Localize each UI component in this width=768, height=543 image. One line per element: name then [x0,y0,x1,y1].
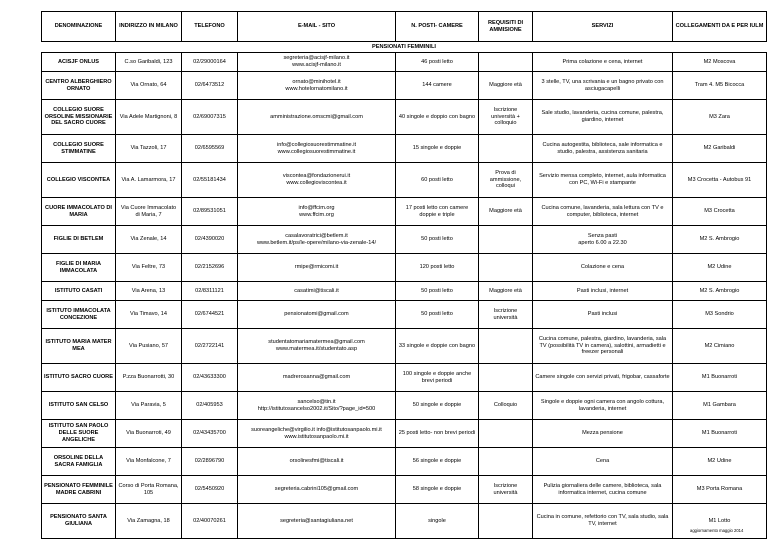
table-row [42,163,767,198]
cell-servizi: Pulizia giornaliera delle camere, biblioteca, sala informatica internet, cucina comune [533,476,673,504]
cell-posti: 56 singole e doppie [396,448,479,476]
cell-servizi: 3 stelle, TV, una scrivania e un bagno privato con asciugacapelli [533,72,673,100]
table-row [42,135,767,163]
cell-address: Via A. Lamarmora, 17 [116,163,182,198]
cell-email: ornato@minihotel.it www.hotelornatomilano.it [238,72,396,100]
cell-requisiti: Maggiore età [479,198,533,226]
cell-posti: singole [396,504,479,539]
cell-servizi: Cucina comune, lavanderia, sala lettura con TV e computer, biblioteca, internet [533,198,673,226]
spreadsheet [41,11,766,539]
cell-name: ORSOLINE DELLA SACRA FAMIGLIA [42,448,116,476]
cell-servizi: Pasti inclusi, internet [533,282,673,301]
cell-collegamenti: M3 Porta Romana [673,476,767,504]
cell-email: amministrazione.omscmi@gmail.com [238,100,396,135]
cell-servizi: Servizio mensa completo, internet, aula informatica con PC, Wi-Fi e stampante [533,163,673,198]
cell-address: Via Buonarroti, 49 [116,420,182,448]
cell-collegamenti: M1 Buonarroti [673,420,767,448]
table-row [42,226,767,254]
cell-phone: 02/6473512 [182,72,238,100]
table-row [42,198,767,226]
table-row [42,504,767,539]
cell-name: ISTITUTO IMMACOLATA CONCEZIONE [42,301,116,329]
cell-name: COLLEGIO SUORE STIMMATINE [42,135,116,163]
header-posti: N. POSTI- CAMERE [396,12,479,42]
cell-collegamenti: M2 S. Ambrogio [673,226,767,254]
pensionati-table [41,11,767,539]
cell-email: sancelso@tin.it http://istitutosancelso2002.it/Sito/?page_id=500 [238,392,396,420]
cell-servizi: Pasti inclusi [533,301,673,329]
cell-posti: 15 singole e doppie [396,135,479,163]
table-row [42,420,767,448]
cell-servizi: Singole e doppie ogni camera con angolo cottura, lavanderia, internet [533,392,673,420]
cell-email: studentatomariamatermea@gmail.com www.matermea.it/studentato.asp [238,329,396,364]
cell-collegamenti: M3 Zara [673,100,767,135]
cell-requisiti [479,504,533,539]
cell-servizi: Cucina comune, palestra, giardino, lavanderia, sala TV (possibilità TV in camera), salottini, armadietti e freezer personali [533,329,673,364]
cell-address: Corso di Porta Romana, 105 [116,476,182,504]
cell-phone: 02/43633300 [182,364,238,392]
cell-requisiti: Prova di ammissione, colloqui [479,163,533,198]
header-denominazione: DENOMINAZIONE [42,12,116,42]
cell-name: ISTITUTO SAN PAOLO DELLE SUORE ANGELICHE [42,420,116,448]
cell-name: ISTITUTO SAN CELSO [42,392,116,420]
table-row [42,392,767,420]
cell-address: P.zza Buonarrotti, 30 [116,364,182,392]
cell-phone: 02/89531051 [182,198,238,226]
cell-address: Via Feltre, 73 [116,254,182,282]
cell-address: C.so Garibaldi, 123 [116,53,182,72]
cell-requisiti [479,420,533,448]
cell-phone: 02/29000164 [182,53,238,72]
cell-phone: 02/6744521 [182,301,238,329]
cell-collegamenti: M3 Sondrio [673,301,767,329]
cell-requisiti [479,448,533,476]
cell-posti: 50 posti letto [396,301,479,329]
table-row [42,476,767,504]
cell-address: Via Monfalcone, 7 [116,448,182,476]
cell-name: FIGLIE DI BETLEM [42,226,116,254]
cell-name: CUORE IMMACOLATO DI MARIA [42,198,116,226]
cell-posti: 50 posti letto [396,226,479,254]
cell-requisiti [479,226,533,254]
cell-servizi: Cucina in comune, refettorio con TV, sala studio, sala TV, internet [533,504,673,539]
cell-name: COLLEGIO VISCONTEA [42,163,116,198]
section-title: PENSIONATI FEMMINILI [42,42,767,53]
cell-email: casalavoratrici@betlem.it www.betlem.it/ps/le-opere/milano-via-zenale-14/ [238,226,396,254]
cell-requisiti: Iscrizione università [479,301,533,329]
cell-email: segreteria@acisjf-milano.it www.acisjf-milano.it [238,53,396,72]
cell-collegamenti: M3 Crocetta [673,198,767,226]
table-row [42,301,767,329]
header-servizi: SERVIZI [533,12,673,42]
cell-address: Via Arena, 13 [116,282,182,301]
cell-phone: 02/2722141 [182,329,238,364]
cell-name: ACISJF ONLUS [42,53,116,72]
cell-phone: 02/2896790 [182,448,238,476]
header-requisiti: REQUISITI DI AMMISIONE [479,12,533,42]
cell-address: Via Zamagna, 18 [116,504,182,539]
cell-collegamenti: M2 Udine [673,448,767,476]
table-row [42,72,767,100]
cell-requisiti [479,53,533,72]
cell-requisiti: Maggiore età [479,72,533,100]
cell-phone: 02/40070261 [182,504,238,539]
cell-requisiti [479,329,533,364]
cell-email: viscontea@fondazionerui.it www.collegioviscontea.it [238,163,396,198]
cell-name: COLLEGIO SUORE ORSOLINE MISSIONARIE DEL SACRO CUORE [42,100,116,135]
table-row [42,100,767,135]
header-collegamenti: COLLEGAMENTI DA E PER IULM [673,12,767,42]
cell-email: segreteria.cabrini105@gmail.com [238,476,396,504]
cell-name: CENTRO ALBERGHIERO ORNATO [42,72,116,100]
cell-posti: 58 singole e doppie [396,476,479,504]
cell-address: Via Paravia, 5 [116,392,182,420]
cell-collegamenti: M1 Gambara [673,392,767,420]
cell-servizi: Colazione e cena [533,254,673,282]
section-row [42,42,767,53]
cell-phone: 02/55181434 [182,163,238,198]
cell-email: rmipe@rmicomi.it [238,254,396,282]
cell-servizi: Senza pasti aperto 6.00 a 22.30 [533,226,673,254]
cell-collegamenti: M2 Udine [673,254,767,282]
cell-address: Via Timavo, 14 [116,301,182,329]
cell-name: PENSIONATO SANTA GIULIANA [42,504,116,539]
cell-posti: 120 posti letto [396,254,479,282]
table-row [42,364,767,392]
cell-email: orsolinesfmi@tiscali.it [238,448,396,476]
table-row [42,329,767,364]
cell-phone: 02/2152696 [182,254,238,282]
cell-phone: 02/8311121 [182,282,238,301]
cell-email: segreteria@santagiuliana.net [238,504,396,539]
cell-posti: 17 posti letto con camere doppie e triple [396,198,479,226]
table-row [42,448,767,476]
cell-collegamenti: M3 Crocetta - Autobus 91 [673,163,767,198]
cell-address: Via Zenale, 14 [116,226,182,254]
cell-phone: 02/5450920 [182,476,238,504]
cell-requisiti: Maggiore età [479,282,533,301]
cell-name: PENSIONATO FEMMINILE MADRE CABRINI [42,476,116,504]
cell-name: ISTITUTO SACRO CUORE [42,364,116,392]
cell-email: casatimi@tiscali.it [238,282,396,301]
cell-phone: 02/4390020 [182,226,238,254]
cell-address: Via Cuore Immacolato di Maria, 7 [116,198,182,226]
cell-requisiti [479,135,533,163]
cell-collegamenti: Tram 4. M5 Bicocca [673,72,767,100]
cell-posti: 40 singole e doppio con bagno [396,100,479,135]
cell-servizi: Mezza pensione [533,420,673,448]
cell-servizi: Prima colazione e cena, internet [533,53,673,72]
cell-posti: 50 singole e doppie [396,392,479,420]
cell-servizi: Cucina autogestita, biblioteca, sale informatica e studio, palestra, assistenza sanitaria [533,135,673,163]
cell-email: pensionatomi@gmail.com [238,301,396,329]
cell-phone: 02/43435700 [182,420,238,448]
cell-requisiti: Colloquio [479,392,533,420]
cell-phone: 02/405953 [182,392,238,420]
cell-servizi: Cena [533,448,673,476]
cell-posti: 33 singole e doppie con bagno [396,329,479,364]
cell-posti: 50 posti letto [396,282,479,301]
header-email-sito: E-MAIL - SITO [238,12,396,42]
cell-servizi: Sale studio, lavanderia, cucina comune, palestra, giardino, internet [533,100,673,135]
header-indirizzo: INDIRIZZO IN MILANO [116,12,182,42]
cell-name: FIGLIE DI MARIA IMMACOLATA [42,254,116,282]
cell-posti: 100 singole e doppie anche brevi periodi [396,364,479,392]
header-telefono: TELEFONO [182,12,238,42]
cell-requisiti: Iscrizione università [479,476,533,504]
cell-address: Via Ornato, 64 [116,72,182,100]
cell-collegamenti: M1 Lotto [673,504,767,539]
cell-collegamenti: M2 Moscova [673,53,767,72]
cell-collegamenti: M2 S. Ambrogio [673,282,767,301]
cell-email: info@ffcim.org www.ffcim.org [238,198,396,226]
footer-note: aggiornamento maggio 2014 [690,528,744,533]
cell-requisiti [479,364,533,392]
cell-address: Via Tazzoli, 17 [116,135,182,163]
cell-phone: 02/69007315 [182,100,238,135]
cell-name: ISTITUTO MARIA MATER MEA [42,329,116,364]
table-row [42,254,767,282]
table-row [42,282,767,301]
cell-collegamenti: M1 Buonarroti [673,364,767,392]
cell-requisiti [479,254,533,282]
cell-address: Via Pusiano, 57 [116,329,182,364]
cell-posti: 60 posti letto [396,163,479,198]
cell-email: info@collegiosuorestimmatine.it www.collegiosuorestimmatine.it [238,135,396,163]
cell-collegamenti: M2 Cimiano [673,329,767,364]
cell-name: ISTITUTO CASATI [42,282,116,301]
cell-posti: 46 posti letto [396,53,479,72]
cell-servizi: Camere singole con servizi privati, frigobar, cassaforte [533,364,673,392]
cell-posti: 25 posti letto- non brevi periodi [396,420,479,448]
cell-email: madrerosanna@gmail.com [238,364,396,392]
cell-requisiti: Iscrizione università + colloquio [479,100,533,135]
cell-email: suoreangeliche@virgilio.it info@istitutosanpaolo.mi.it www.istitutosanpaolo.mi.it [238,420,396,448]
cell-address: Via Adele Martignoni, 8 [116,100,182,135]
cell-collegamenti: M2 Garibaldi [673,135,767,163]
cell-phone: 02/6595569 [182,135,238,163]
cell-posti: 144 camere [396,72,479,100]
header-row [42,12,767,42]
table-row [42,53,767,72]
